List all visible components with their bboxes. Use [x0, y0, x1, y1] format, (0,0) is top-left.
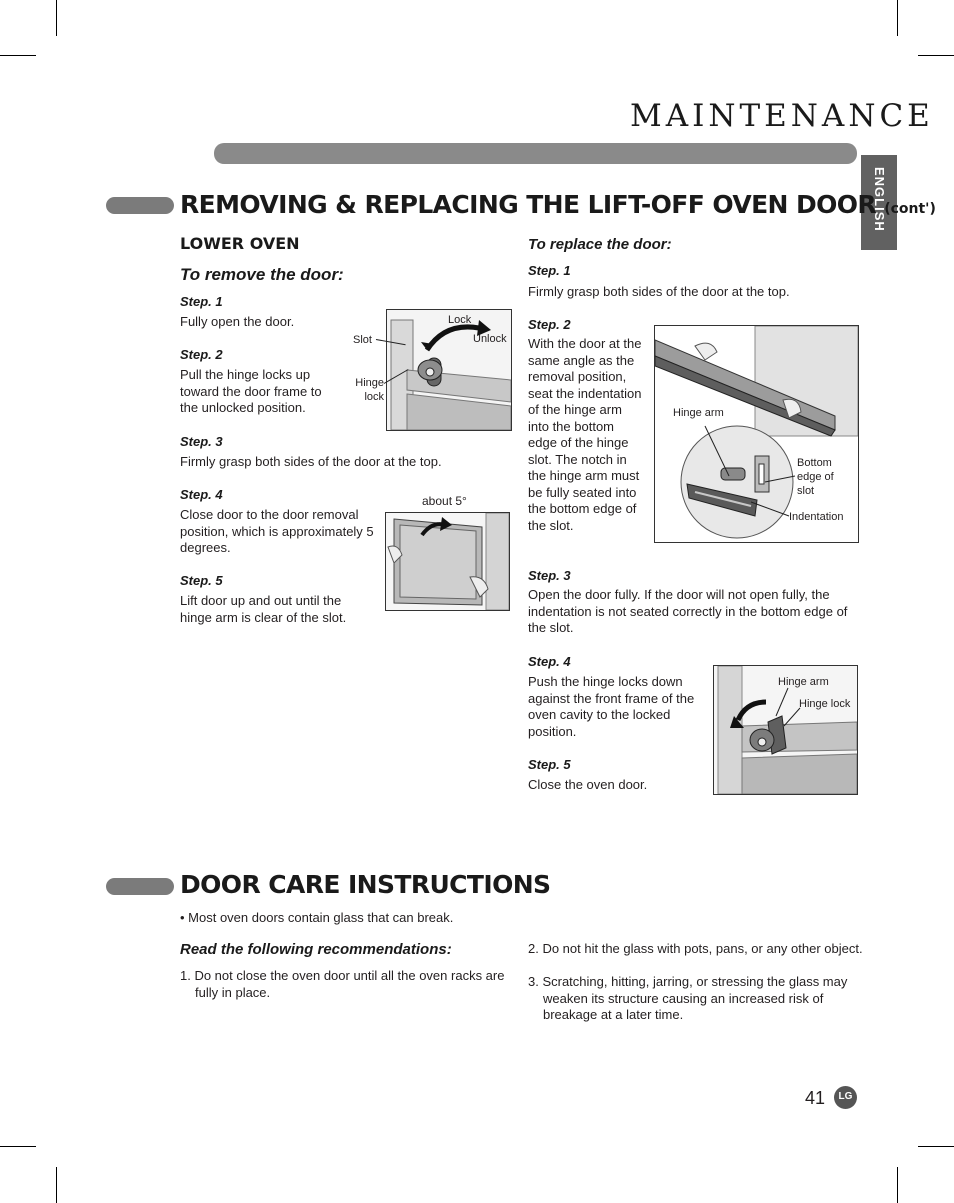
replace-step-2-label: Step. 2: [528, 317, 571, 332]
recommendations-heading: Read the following recommendations:: [180, 941, 452, 958]
lg-logo-text: LG: [838, 1091, 853, 1102]
remove-door-heading: To remove the door:: [180, 265, 344, 284]
crop-mark: [897, 0, 898, 36]
replace-step-3-label: Step. 3: [528, 568, 571, 583]
remove-step-4-label: Step. 4: [180, 487, 223, 502]
lg-logo: [834, 1086, 857, 1109]
remove-step-1-text: Fully open the door.: [180, 314, 295, 329]
fig1-unlock-label: Unlock: [473, 333, 507, 345]
section-marker: [106, 878, 174, 895]
crop-mark: [56, 0, 57, 36]
section-title-suffix: (cont'): [884, 201, 936, 217]
fig3-indentation-label: Indentation: [789, 511, 844, 523]
lower-oven-subheading: LOWER OVEN: [180, 234, 300, 253]
fig1-hinge-lock-label: Hinge lock: [355, 377, 384, 403]
header-bar: [214, 143, 857, 164]
fig3-bottom-edge-label: Bottom edge of slot: [797, 457, 834, 497]
crop-mark: [897, 1167, 898, 1203]
page-number: 41: [805, 1088, 826, 1108]
recommendation-item-2: 2. Do not hit the glass with pots, pans, or any other object.: [528, 941, 863, 956]
remove-step-3-text: Firmly grasp both sides of the door at the top.: [180, 454, 442, 469]
recommendation-item-3: 3. Scratching, hitting, jarring, or stressing the glass may weaken its structure causing an increased risk of breakage at a later time.: [528, 974, 848, 1022]
remove-step-5-label: Step. 5: [180, 573, 223, 588]
fig4-hinge-lock-label: Hinge lock: [799, 698, 851, 710]
fig4-hinge-arm-label: Hinge arm: [778, 676, 829, 688]
remove-step-1-label: Step. 1: [180, 294, 223, 309]
replace-step-3-text: Open the door fully. If the door will not open fully, the indentation is not seated correctly in the bottom edge of the slot.: [528, 587, 848, 635]
language-tab-label: ENGLISH: [872, 167, 887, 232]
replace-step-4-text: Push the hinge locks down against the front frame of the oven cavity to the locked position.: [528, 674, 695, 739]
replace-step-5-label: Step. 5: [528, 757, 571, 772]
fig3-hinge-arm-label: Hinge arm: [673, 407, 724, 419]
replace-door-heading: To replace the door:: [528, 236, 672, 253]
remove-step-2-label: Step. 2: [180, 347, 223, 362]
glass-warning-bullet: • Most oven doors contain glass that can break.: [180, 910, 454, 925]
section-title-text: REMOVING & REPLACING THE LIFT-OFF OVEN DOOR: [180, 190, 877, 219]
section-title-door-care: DOOR CARE INSTRUCTIONS: [180, 870, 551, 899]
crop-mark: [56, 1167, 57, 1203]
door-angle-figure: [385, 512, 510, 611]
door-angle-illustration: [386, 513, 509, 610]
fig2-angle-label: about 5°: [422, 494, 467, 508]
section-title-removing-door: [180, 190, 936, 219]
crop-mark: [0, 55, 36, 56]
replace-step-1-label: Step. 1: [528, 263, 571, 278]
replace-step-5-text: Close the oven door.: [528, 777, 648, 792]
crop-mark: [918, 1146, 954, 1147]
replace-step-2-text: With the door at the same angle as the removal position, seat the indentation of the hinge arm into the bottom edge of the hinge slot. The notch in the hinge arm must be fully seated into the bottom edge of the slot.: [528, 336, 642, 533]
remove-step-3-label: Step. 3: [180, 434, 223, 449]
section-marker: [106, 197, 174, 214]
remove-step-2-text: Pull the hinge locks up toward the door frame to the unlocked position.: [180, 367, 322, 415]
page-header-title: MAINTENANCE: [630, 98, 934, 134]
recommendation-item-1: 1. Do not close the oven door until all the oven racks are fully in place.: [180, 968, 505, 1000]
crop-mark: [918, 55, 954, 56]
replace-step-4-label: Step. 4: [528, 654, 571, 669]
remove-step-5-text: Lift door up and out until the hinge arm is clear of the slot.: [180, 593, 347, 625]
replace-step-1-text: Firmly grasp both sides of the door at the top.: [528, 284, 790, 299]
crop-mark: [0, 1146, 36, 1147]
fig1-lock-label: Lock: [448, 314, 472, 326]
remove-step-4-text: Close door to the door removal position, which is approximately 5 degrees.: [180, 507, 374, 555]
fig1-slot-label: Slot: [353, 334, 372, 346]
